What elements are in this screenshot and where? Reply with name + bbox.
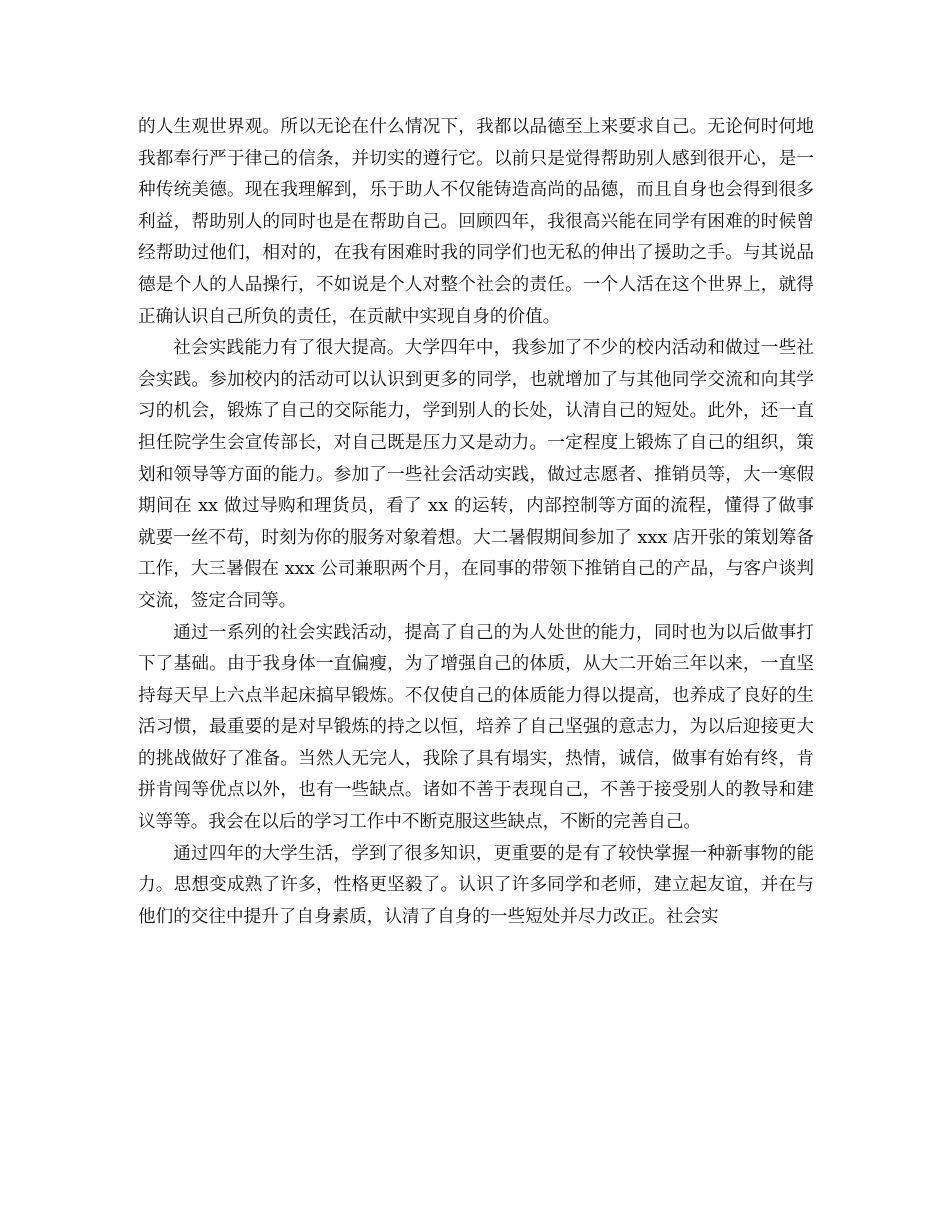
paragraph-self-improvement: 通过一系列的社会实践活动，提高了自己的为人处世的能力，同时也为以后做事打下了基础。由于我身体一直偏瘦，为了增强自己的体质，从大二开始三年以来，一直坚持每天早上六点半起床搞早锻炼。不仅使自己的体质能力得以提高，也养成了良好的生活习惯，最重要的是对早锻炼的持之以恒，培养了自己坚强的意志力，为以后迎接更大的挑战做好了准备。当然人无完人，我除了具有塌实，热情，诚信，做事有始有终，肯拼肯闯等优点以外，也有一些缺点。诸如不善于表现自己，不善于接受别人的教导和建议等等。我会在以后的学习工作中不断克服这些缺点，不断的完善自己。 (138, 622, 814, 833)
paragraph-continued: 的人生观世界观。所以无论在什么情况下，我都以品德至上来要求自己。无论何时何地我都奉行严于律己的信条，并切实的遵行它。以前只是觉得帮助别人感到很开心，是一种传统美德。现在我理解到，乐于助人不仅能铸造高尚的品德，而且自身也会得到很多利益，帮助别人的同时也是在帮助自己。回顾四年，我很高兴能在同学有困难的时候曾经帮助过他们，相对的，在我有困难时我的同学们也无私的伸出了援助之手。与其说品德是个人的人品操行，不如说是个人对整个社会的责任。一个人活在这个世界上，就得正确认识自己所负的责任，在贡献中实现自身的价值。 (138, 117, 814, 327)
paragraph-social-practice: 社会实践能力有了很大提高。大学四年中，我参加了不少的校内活动和做过一些社会实践。参加校内的活动可以认识到更多的同学，也就增加了与其他同学交流和向其学习的机会，锻炼了自己的交际能力，学到别人的长处，认清自己的短处。此外，还一直担任院学生会宣传部长，对自己既是压力又是动力。一定程度上锻炼了自己的组织，策划和领导等方面的能力。参加了一些社会活动实践，做过志愿者、推销员等，大一寒假期间在 xx 做过导购和理货员，看了 xx 的运转，内部控制等方面的流程，懂得了做事就要一丝不苟，时刻为你的服务对象着想。大二暑假期间参加了 xxx 店开张的策划筹备工作，大三暑假在 xxx 公司兼职两个月，在同事的带领下推销自己的产品，与客户谈判交流，签定合同等。 (138, 338, 814, 611)
paragraph-four-years: 通过四年的大学生活，学到了很多知识，更重要的是有了较快掌握一种新事物的能力。思想变成熟了许多，性格更坚毅了。认识了许多同学和老师，建立起友谊，并在与他们的交往中提升了自身素质，认清了自身的一些短处并尽力改正。社会实 (138, 843, 814, 927)
document-body (138, 112, 814, 933)
